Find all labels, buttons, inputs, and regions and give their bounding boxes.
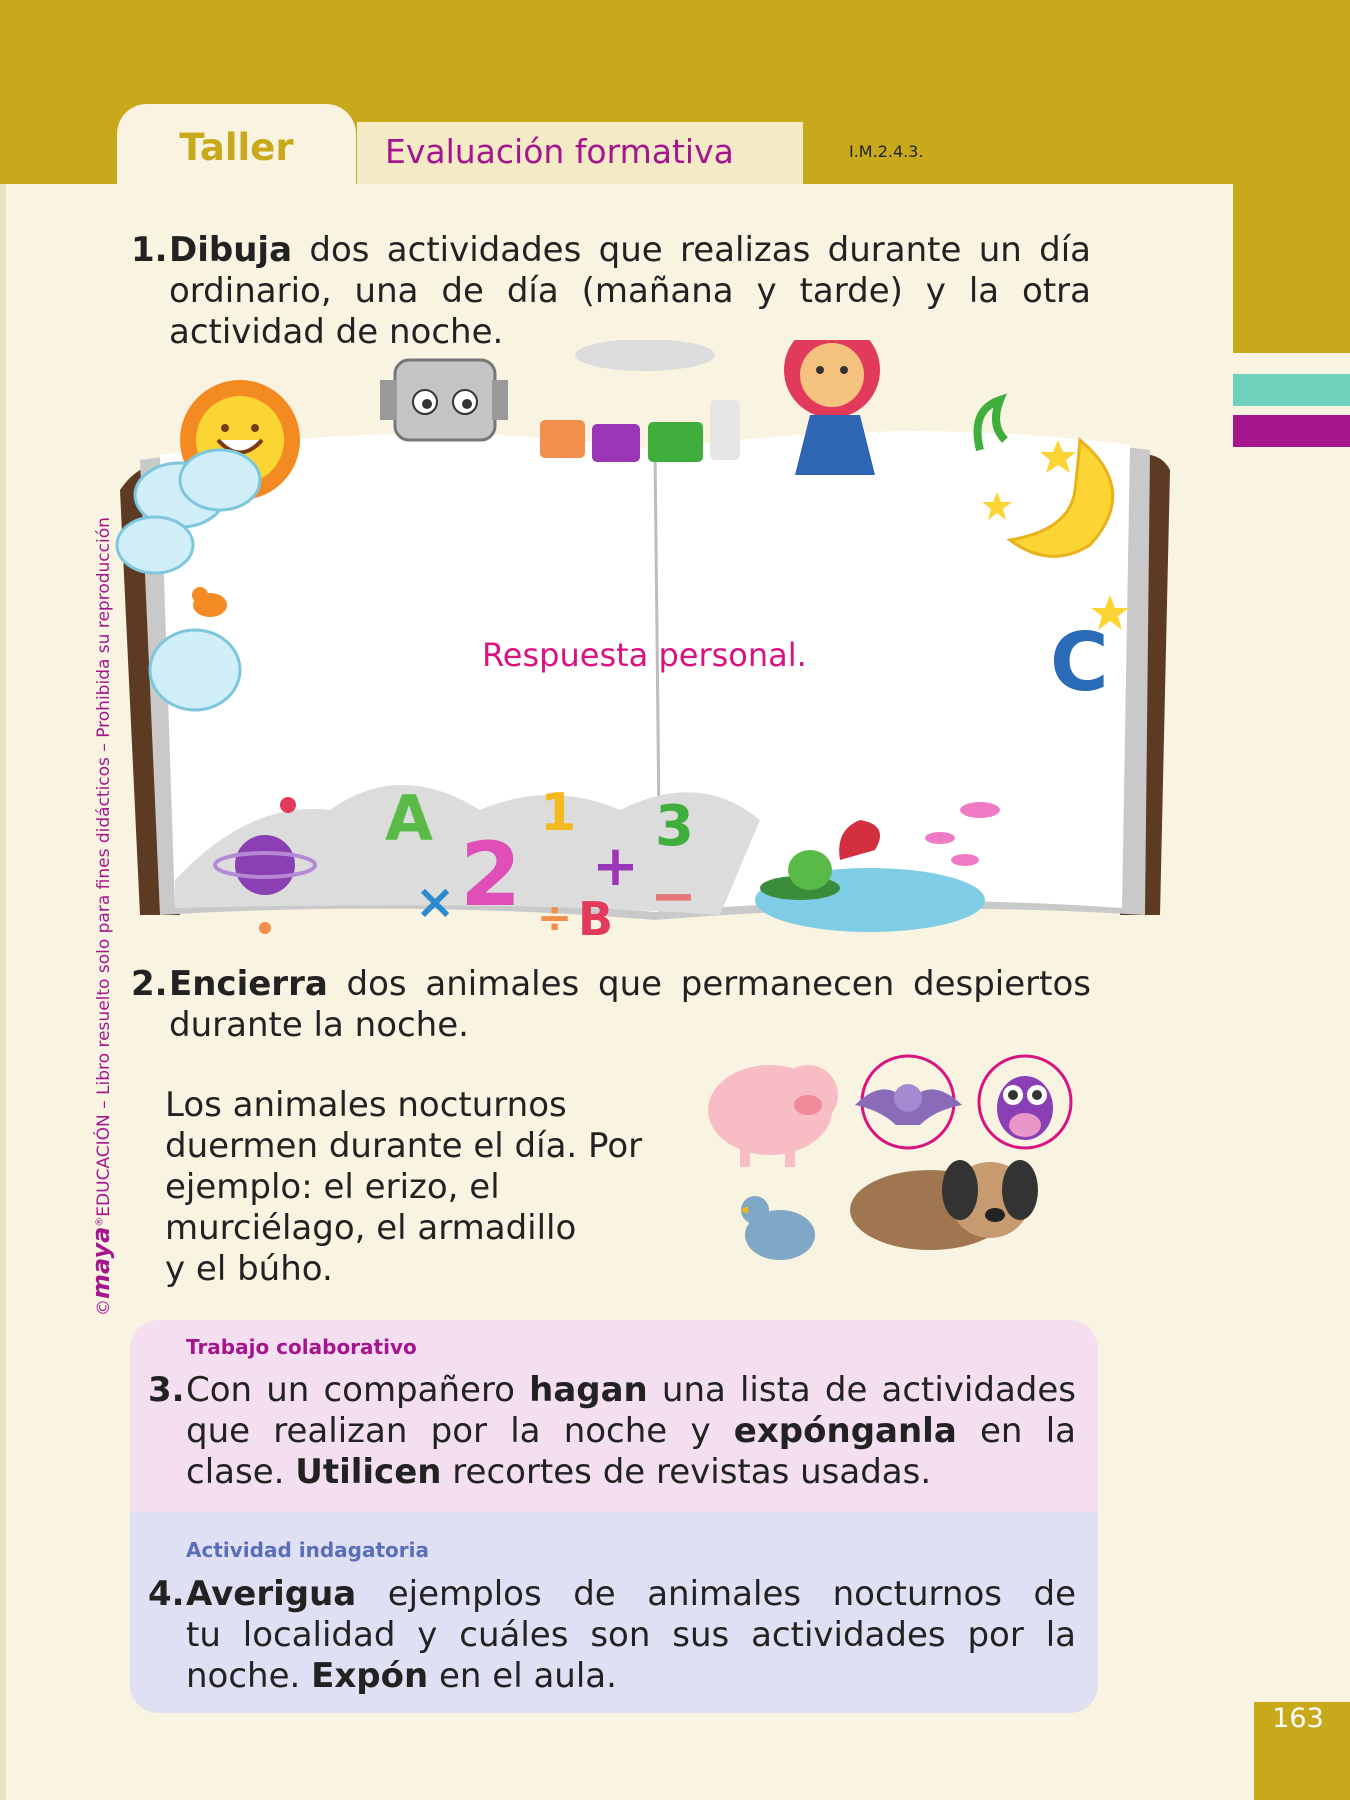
question-4-line-2: tu localidad y cuáles son sus actividades por la [186,1615,1076,1655]
question-4-text-b: ejemplos de animales nocturnos de [387,1574,1076,1614]
question-3-text-g: recortes de revistas usadas. [452,1452,932,1492]
teal-stripe [1233,374,1350,406]
tab-taller [117,104,356,184]
question-3-text-f: clase. [186,1452,285,1492]
question-2-number: 2. [131,964,168,1004]
book-divide-sign: ÷ [537,893,573,942]
question-4-line-1 [186,1574,1076,1615]
robot-icon [380,360,508,440]
question-1-verb: Dibuja [169,230,293,270]
question-2-line-1 [169,964,1091,1005]
question-4-line-3 [186,1656,1076,1697]
dog-icon [850,1160,1038,1250]
question-4-number: 4. [148,1574,185,1614]
collaborative-label: Trabajo colaborativo [186,1335,417,1359]
book-answer: Respuesta personal. [482,636,807,674]
nocturnal-answer-line-1: Los animales nocturnos [165,1085,567,1125]
question-3-text-e: en la [980,1411,1076,1451]
tab-taller-label: Taller [179,126,294,169]
question-2-line-1-text: dos animales que permanecen despiertos [346,964,1091,1004]
question-3-line-2 [186,1411,1076,1452]
nocturnal-answer [165,1085,642,1290]
question-3-text-d: que realizan por la noche y [186,1411,711,1451]
question-3-verb-hagan: hagan [529,1370,648,1410]
pig-icon [708,1065,838,1167]
question-4-text-d: en el aula. [439,1656,617,1696]
question-3-verb-exponganla: expónganla [733,1411,957,1451]
question-2-verb: Encierra [169,964,328,1004]
animals-illustration [690,1050,1090,1290]
question-3-text-a: Con un compañero [186,1370,515,1410]
nocturnal-answer-line-2: duermen durante el día. Por [165,1126,643,1166]
book-number-1: 1 [540,783,577,843]
question-4-text-c: noche. [186,1656,301,1696]
question-3-line-3 [186,1452,1076,1493]
magenta-stripe [1233,415,1350,447]
question-3-line-1 [186,1370,1076,1411]
page-number: 163 [1272,1703,1324,1734]
nocturnal-answer-line-4: murciélago, el armadillo [165,1208,577,1248]
question-1-line-3: actividad de noche. [169,312,504,352]
brand-name: maya [87,1226,115,1299]
question-3-number: 3. [148,1370,185,1410]
book-letter-b: B [578,892,614,946]
tab-evaluacion [357,122,803,184]
bat-icon [855,1084,962,1125]
left-margin-strip [0,184,6,1800]
book-times-sign: × [415,874,456,930]
question-3-verb-utilicen: Utilicen [295,1452,442,1492]
book-number-2: 2 [460,823,522,926]
registered-symbol: ® [94,1216,106,1227]
right-edge-band [1233,184,1350,353]
indicator-code: I.M.2.4.3. [849,142,924,161]
book-plus-sign: + [592,834,639,899]
question-1-line-1-text: dos actividades que realizas durante un día [309,230,1091,270]
question-1-number: 1. [131,230,168,270]
tab-evaluacion-label: Evaluación formativa [385,132,734,171]
nocturnal-answer-line-3: ejemplo: el erizo, el [165,1167,500,1207]
inquiry-label: Actividad indagatoria [186,1538,429,1562]
owl-icon [997,1076,1053,1140]
question-1-line-1 [169,230,1091,271]
nocturnal-answer-line-5: y el búho. [165,1249,333,1289]
question-4-verb-averigua: Averigua [186,1574,357,1614]
copyright-symbol: © [94,1299,114,1316]
train-icon [540,340,740,462]
question-2-line-2: durante la noche. [169,1005,469,1045]
book-letter-a: A [385,782,433,855]
question-3-text-c: una lista de actividades [661,1370,1077,1410]
question-4-verb-expon: Expón [311,1656,429,1696]
book-minus-sign: − [650,864,697,929]
copyright-text: EDUCACIÓN – Libro resuelto solo para fines didácticos – Prohibida su reproducción [94,517,114,1217]
book-number-3: 3 [655,794,694,859]
book-letter-c: C [1050,616,1109,709]
question-1-line-2: ordinario, una de día (mañana y tarde) y la otra [169,271,1091,311]
pigeon-icon [740,1196,815,1260]
